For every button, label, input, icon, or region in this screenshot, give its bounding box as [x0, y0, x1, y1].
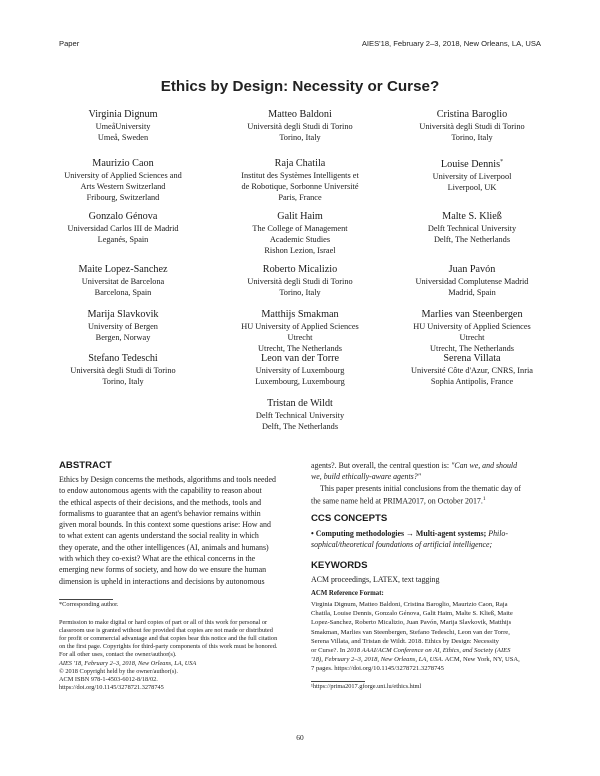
author-affiliation: Université Côte d'Azur, CNRS, Inria: [411, 366, 533, 375]
author-affiliation: UmeåUniversity: [95, 122, 151, 131]
author-name: Marlies van Steenbergen: [421, 309, 523, 320]
abstract-line: emerging new forms of society, and how do we ensure the human: [59, 565, 267, 575]
abstract-line: to endow autonomous agents with the capability to reason about: [59, 486, 262, 496]
ref-line8: 7 pages. https://doi.org/10.1145/3278721.3278745: [311, 665, 444, 673]
reference-format-text: [311, 600, 549, 674]
author-affiliation: Paris, France: [278, 193, 322, 203]
permission-line: For all other uses, contact the owner/author(s).: [59, 651, 177, 659]
author-entry: [387, 210, 557, 245]
author-entry: [387, 352, 557, 387]
permission-line: classroom use is granted without fee provided that copies are not made or distributed: [59, 627, 273, 635]
author-name: Louise Dennis: [440, 158, 501, 170]
author-affiliation: Utrecht, The Netherlands: [258, 344, 342, 354]
permission-line: for profit or commercial advantage and that copies bear this notice and the full citation: [59, 635, 278, 643]
keywords-text: ACM proceedings, LATEX, text tagging: [311, 575, 440, 584]
abstract-line: given moral bounds. In this context some questions arise: How and: [59, 520, 271, 530]
author-name: Stefano Tedeschi: [88, 353, 158, 364]
author-affiliation: University of Luxembourg: [255, 366, 345, 375]
author-affiliation: Umeå, Sweden: [97, 133, 149, 143]
author-name: Serena Villata: [443, 353, 501, 364]
reference-line: Smakman, Marlies van Steenbergen, Stefano Tedeschi, Leon van der Torre,: [311, 628, 510, 636]
ref-line7b: ACM, New York, NY, USA,: [443, 656, 520, 664]
author-entry: [38, 352, 208, 387]
author-affiliation: Universitat de Barcelona: [81, 277, 165, 286]
abstract-line: the ethical aspects of their decisions, and the methods, tools and: [59, 497, 262, 507]
abstract-cont-text: agents?. But overall, the central question is:: [311, 461, 452, 470]
author-entry: [387, 308, 557, 355]
reference-line: Lopez-Sanchez, Roberto Micalizio, Juan Pavón, Marija Slavkovik, Matthijs: [311, 619, 512, 627]
author-affiliation: HU University of Applied Sciences: [413, 322, 531, 331]
author-affiliation: Barcelona, Spain: [94, 288, 152, 298]
author-entry: [215, 352, 385, 387]
reference-line: Serena Villata, and Tristan de Wildt. 2018. Ethics by Design: Necessity: [311, 637, 499, 645]
author-affiliation: Liverpool, UK: [447, 182, 497, 192]
ref-line6b: 2018 AAAI/ACM Conference on AI, Ethics, and Society (AIES: [346, 647, 511, 655]
author-affiliation: Utrecht, The Netherlands: [430, 344, 514, 354]
author-affiliation: Universidad Complutense Madrid: [415, 277, 529, 286]
author-entry: [215, 210, 385, 257]
abstract-line: with which they co-exist? What are the ethical concerns in the: [59, 554, 256, 564]
abstract-line: they operate, and the other intelligences (AI, animals and humans): [59, 542, 269, 552]
author-affiliation: University of Liverpool: [432, 171, 512, 181]
corresponding-author-note: *Corresponding author.: [59, 601, 119, 608]
author-name: Marija Slavkovik: [87, 309, 159, 320]
author-name: Gonzalo Génova: [88, 211, 158, 222]
right-footnote-rule: [311, 681, 365, 682]
author-entry: [215, 108, 385, 143]
author-name: Matthijs Smakman: [261, 309, 339, 320]
author-affiliation: Madrid, Spain: [448, 288, 496, 298]
running-header-right: AIES'18, February 2–3, 2018, New Orleans, LA, USA: [361, 39, 541, 48]
footnote-rule: [59, 599, 113, 600]
author-affiliation: Università degli Studi di Torino: [247, 277, 353, 286]
ref-line7a: '18), February 2–3, 2018, New Orleans, LA, USA.: [311, 656, 444, 664]
permission-notice: [59, 619, 299, 659]
ccs-italic-2: sophical/theoretical foundations of artificial intelligence;: [311, 540, 493, 550]
ref-line6a: or Curse?. In: [311, 647, 347, 655]
author-entry: [38, 263, 208, 298]
author-affiliation: Università degli Studi di Torino: [70, 366, 176, 375]
author-affiliation: Università degli Studi di Torino: [247, 122, 353, 131]
author-name: Malte S. Kließ: [442, 211, 502, 222]
footnote-mark: 1: [482, 495, 486, 502]
author-entry: [215, 308, 385, 355]
author-entry: [387, 157, 557, 193]
ccs-italic-1: Philo-: [488, 529, 508, 538]
author-name: Maite Lopez-Sanchez: [78, 264, 168, 275]
author-affiliation: Arts Western Switzerland: [80, 182, 166, 192]
author-entry: [387, 263, 557, 298]
author-affiliation: Universidad Carlos III de Madrid: [67, 224, 179, 233]
keywords-heading: KEYWORDS: [311, 560, 368, 571]
reference-format-heading: ACM Reference Format:: [311, 590, 384, 597]
author-affiliation: Leganés, Spain: [97, 235, 149, 245]
author-name: Cristina Baroglio: [436, 109, 508, 120]
copyright-line: https://doi.org/10.1145/3278721.3278745: [59, 684, 164, 692]
author-name: Galit Haim: [277, 211, 323, 222]
author-affiliation: Delft Technical University: [255, 411, 345, 420]
page-number: 60: [296, 733, 304, 742]
abstract-text: [59, 474, 291, 587]
reference-line: Chatila, Louise Dennis, Gonzalo Génova, Galit Haim, Malte S. Kließ, Maite: [311, 610, 513, 618]
copyright-line: © 2018 Copyright held by the owner/author(s).: [59, 668, 178, 675]
author-affiliation: Luxembourg, Luxembourg: [255, 377, 345, 387]
ccs-concepts: [311, 528, 551, 551]
ccs-heading: CCS CONCEPTS: [311, 513, 388, 524]
copyright-line: ACM ISBN 978-1-4503-6012-8/18/02.: [59, 676, 158, 684]
abstract-line: formalisms to guarantee that an agent's behavior remains within: [59, 508, 261, 518]
author-entry: [387, 108, 557, 143]
author-name: Leon van der Torre: [260, 353, 340, 364]
reference-line: Virginia Dignum, Matteo Baldoni, Cristina Baroglio, Maurizio Caon, Raja: [311, 601, 508, 608]
author-affiliation: Fribourg, Switzerland: [86, 193, 160, 203]
central-question-2: we, build ethically-aware agents?": [311, 472, 421, 482]
author-name: Juan Pavón: [448, 264, 496, 275]
author-affiliation: Bergen, Norway: [95, 333, 151, 343]
abstract-line: dimension is upheld in interactions and decisions by autonomous: [59, 576, 265, 586]
permission-line: on the first page. Copyrights for third-party components of this work must be honored.: [59, 643, 278, 651]
author-affiliation: Università degli Studi di Torino: [419, 122, 525, 131]
author-affiliation: Delft, The Netherlands: [261, 422, 339, 432]
author-entry: [215, 157, 385, 204]
author-affiliation: Rishon Lezion, Israel: [264, 246, 336, 256]
author-affiliation: de Robotique, Sorbonne Université: [241, 182, 359, 192]
author-entry: [38, 157, 208, 204]
central-question-1: "Can we, and should: [451, 461, 518, 470]
author-entry: [215, 397, 385, 432]
author-entry: [38, 108, 208, 143]
author-affiliation: University of Applied Sciences and: [64, 171, 182, 180]
author-name: Virginia Dignum: [88, 109, 158, 120]
author-affiliation: Utrecht: [459, 333, 485, 343]
author-affiliation: Torino, Italy: [102, 377, 144, 387]
author-affiliation: Utrecht: [287, 333, 313, 343]
para2-line1: This paper presents initial conclusions from the thematic day of: [320, 483, 521, 493]
permission-line: Permission to make digital or hard copies of part or all of this work for personal or: [59, 619, 268, 626]
abstract-line: to what extent can agents understand the social reality in which: [59, 531, 259, 541]
author-affiliation: HU University of Applied Sciences: [241, 322, 359, 331]
author-entry: [38, 210, 208, 245]
author-entry: [38, 308, 208, 343]
abstract-heading: ABSTRACT: [59, 460, 112, 471]
paper-title: Ethics by Design: Necessity or Curse?: [160, 78, 440, 95]
url-footnote: ¹https://prima2017.gforge.uni.lu/ethics.html: [311, 683, 422, 690]
author-affiliation: Academic Studies: [269, 235, 331, 245]
running-header-left: Paper: [59, 39, 80, 48]
author-name: Maurizio Caon: [92, 158, 154, 169]
author-affiliation: Delft, The Netherlands: [433, 235, 511, 245]
author-affiliation: The College of Management: [252, 224, 348, 233]
author-name: Matteo Baldoni: [268, 109, 332, 120]
author-affiliation: Delft Technical University: [427, 224, 517, 233]
author-footnote-mark: *: [500, 159, 504, 165]
author-name: Tristan de Wildt: [267, 398, 333, 409]
author-affiliation: Sophia Antipolis, France: [430, 377, 514, 387]
para2-line2: the same name held at PRIMA2017, on October 2017.: [311, 496, 483, 506]
ccs-bold: • Computing methodologies → Multi-agent systems;: [311, 529, 487, 538]
author-affiliation: Torino, Italy: [279, 288, 321, 298]
author-entry: [215, 263, 385, 298]
copyright-block: [59, 668, 178, 692]
author-affiliation: Torino, Italy: [279, 133, 321, 143]
abstract-continuation: [311, 460, 543, 507]
author-name: Roberto Micalizio: [262, 264, 338, 275]
author-affiliation: Torino, Italy: [451, 133, 493, 143]
conference-line: AIES '18, February 2–3, 2018, New Orleans, LA, USA: [59, 660, 197, 667]
author-affiliation: University of Bergen: [88, 322, 158, 331]
author-name: Raja Chatila: [274, 158, 326, 169]
author-affiliation: Institut des Systèmes Intelligents et: [241, 171, 359, 180]
abstract-line: Ethics by Design concerns the methods, algorithms and tools needed: [59, 475, 276, 484]
